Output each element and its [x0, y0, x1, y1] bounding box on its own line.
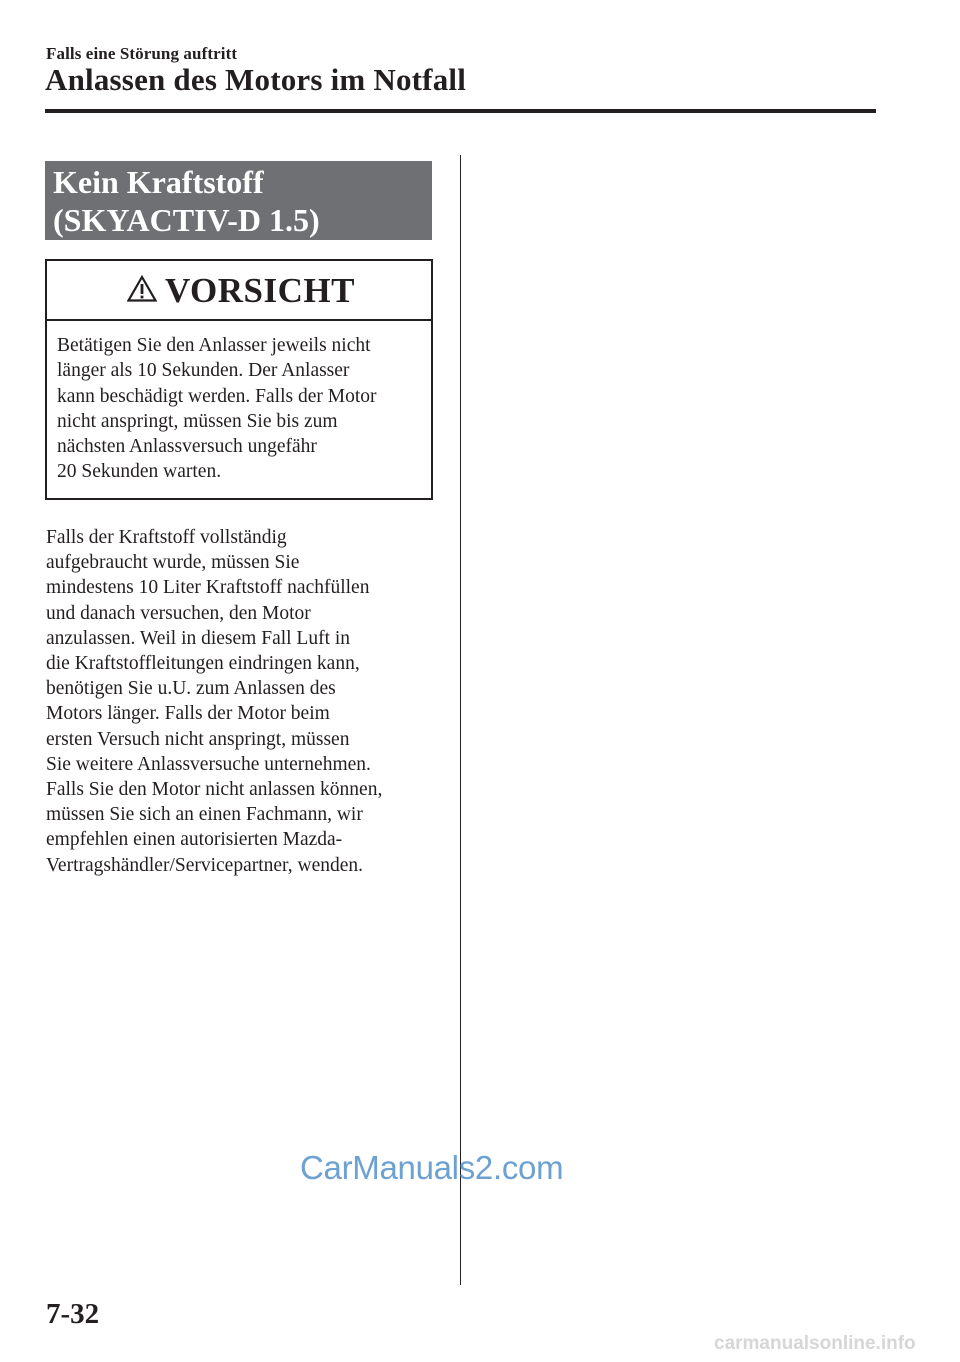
body-line: benötigen Sie u.U. zum Anlassen des [46, 678, 336, 700]
body-line: Vertragshändler/Servicepartner, wenden. [46, 854, 364, 876]
caution-line: kann beschädigt werden. Falls der Motor [57, 385, 377, 407]
body-line: die Kraftstoffleitungen eindringen kann, [46, 653, 360, 675]
body-line: ersten Versuch nicht anspringt, müssen [46, 728, 350, 750]
chapter-label: Falls eine Störung auftritt [46, 44, 238, 63]
body-line: Falls Sie den Motor nicht anlassen können, [46, 779, 383, 801]
caution-title: VORSICHT [164, 270, 355, 310]
section-heading [45, 161, 432, 240]
caution-box [45, 259, 433, 500]
body-line: aufgebraucht wurde, müssen Sie [46, 552, 300, 574]
caution-line: Betätigen Sie den Anlasser jeweils nicht [57, 335, 371, 356]
body-line: müssen Sie sich an einen Fachmann, wir [46, 804, 363, 826]
body-line: Sie weitere Anlassversuche unternehmen. [46, 753, 371, 775]
caution-header [47, 261, 431, 321]
caution-text [47, 321, 431, 485]
body-line: und danach versuchen, den Motor [46, 602, 311, 624]
warning-triangle-icon [127, 275, 157, 302]
section-heading-line: (SKYACTIV-D 1.5) [53, 202, 320, 238]
body-line: anzulassen. Weil in diesem Fall Luft in [46, 627, 351, 649]
body-paragraph [46, 525, 382, 878]
column-divider [460, 155, 461, 1285]
footer-watermark: carmanualsonline.info [714, 1333, 916, 1354]
watermark-logo: CarManuals2.com [300, 1149, 564, 1186]
page-title: Anlassen des Motors im Notfall [45, 62, 467, 97]
caution-line: länger als 10 Sekunden. Der Anlasser [57, 360, 350, 382]
title-rule [45, 109, 876, 113]
caution-line: nächsten Anlassversuch ungefähr [57, 436, 317, 458]
section-heading-line: Kein Kraftstoff [53, 164, 264, 200]
body-line: Motors länger. Falls der Motor beim [46, 703, 330, 725]
body-line: Falls der Kraftstoff vollständig [46, 527, 287, 548]
body-line: mindestens 10 Liter Kraftstoff nachfüllen [46, 577, 370, 599]
body-line: empfehlen einen autorisierten Mazda- [46, 829, 343, 851]
caution-line: 20 Sekunden warten. [57, 461, 222, 483]
page-number: 7-32 [46, 1298, 100, 1330]
caution-line: nicht anspringt, müssen Sie bis zum [57, 410, 338, 432]
